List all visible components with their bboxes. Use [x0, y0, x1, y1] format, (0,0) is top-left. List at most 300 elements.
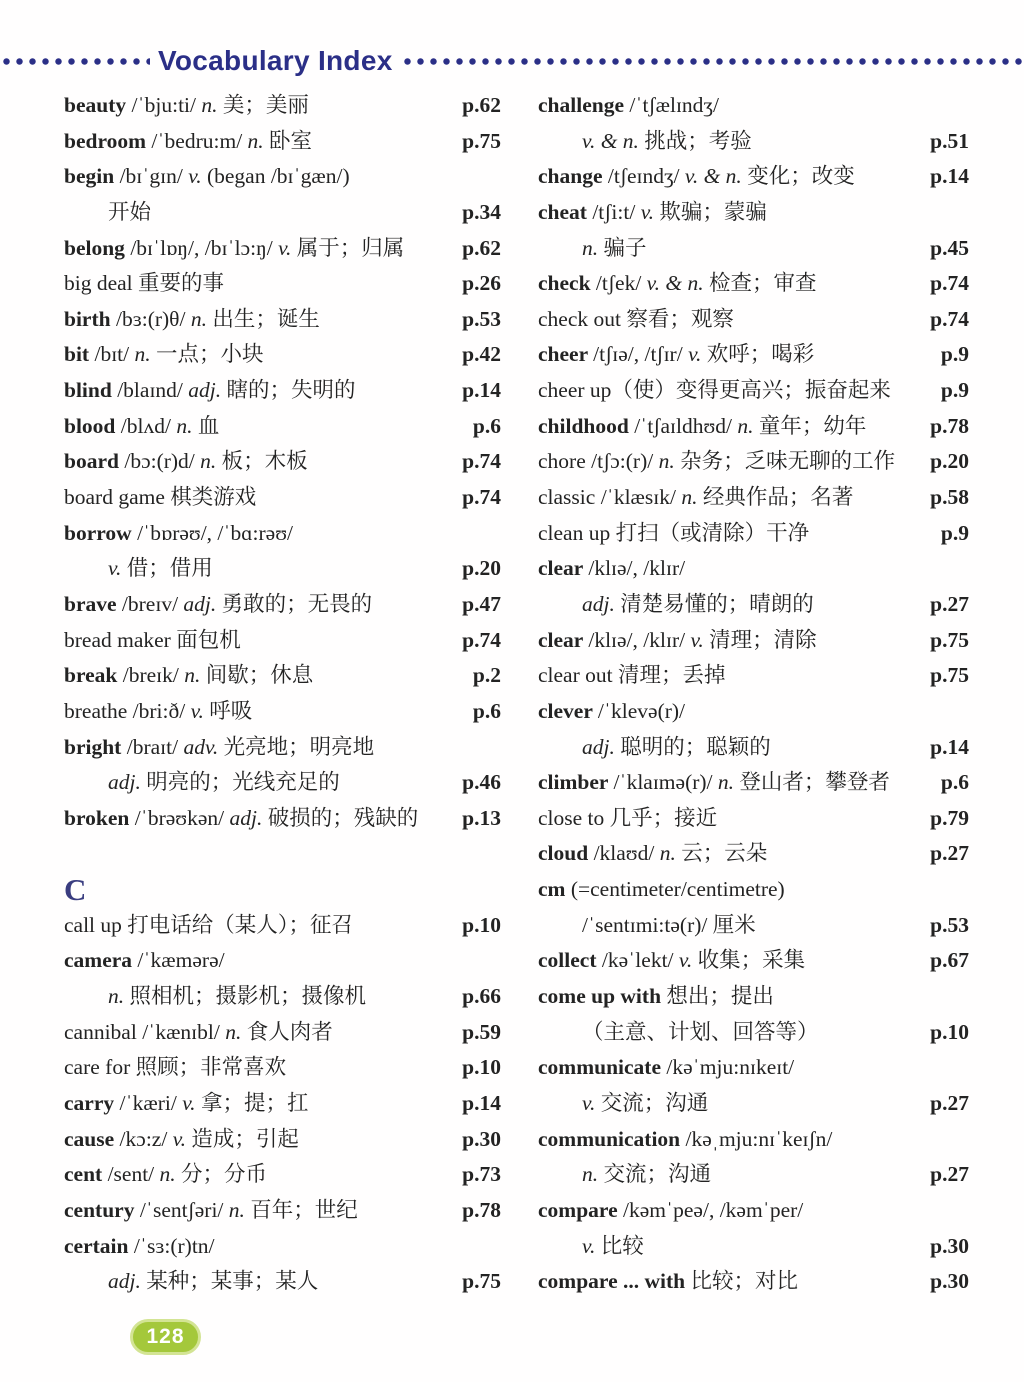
page-ref: p.9 — [940, 342, 969, 367]
part-of-speech: v. — [278, 235, 297, 260]
headword: chore — [538, 449, 592, 474]
entry-text — [64, 516, 293, 552]
vocab-entry-line — [538, 159, 969, 195]
vocab-entry-line — [64, 1015, 501, 1051]
vocab-entry-line — [538, 1193, 969, 1229]
headword: board game — [64, 485, 171, 510]
definition: 挑战；考验 — [644, 128, 752, 153]
definition: 清理；丢掉 — [618, 663, 726, 688]
page-ref: p.9 — [940, 520, 969, 545]
part-of-speech: adj. — [108, 1269, 147, 1294]
entry-text — [538, 1193, 803, 1229]
part-of-speech: v. — [690, 627, 710, 652]
page-ref: p.74 — [462, 627, 501, 652]
vocab-entry-line — [538, 1122, 969, 1158]
page-ref: p.6 — [940, 770, 969, 795]
part-of-speech: n. — [108, 984, 130, 1009]
phonetic: /kɔ:z/ — [119, 1126, 173, 1151]
headword: blood — [64, 413, 121, 438]
page-ref: p.27 — [930, 591, 969, 616]
vocab-entry-line — [538, 623, 969, 659]
entry-text — [538, 302, 734, 338]
phonetic: /ˈbrəʊkən/ — [134, 805, 230, 830]
definition: 瞎的；失明的 — [226, 378, 356, 403]
definition: 欺骗；蒙骗 — [659, 199, 767, 224]
vocab-entry-line — [64, 373, 501, 409]
vocab-entry-line — [538, 195, 969, 231]
phonetic: /kəˈlekt/ — [601, 948, 679, 973]
phonetic: /ˈsentʃəri/ — [139, 1197, 229, 1222]
entry-text — [64, 658, 313, 694]
phonetic: /ˈbɒrəʊ/, /ˈbɑ:rəʊ/ — [137, 520, 293, 545]
definition: 卧室 — [269, 128, 313, 153]
page-ref: p.20 — [930, 449, 969, 474]
part-of-speech: adj. — [188, 378, 227, 403]
page-ref: p.78 — [462, 1197, 501, 1222]
vocab-entry-line — [64, 1157, 501, 1193]
entry-text — [64, 1050, 286, 1086]
text: (=centimeter/centimetre) — [570, 877, 785, 902]
vocab-entry-line — [538, 231, 969, 267]
page-ref: p.46 — [462, 770, 501, 795]
entry-text — [64, 1193, 358, 1229]
vocab-entry-line — [538, 302, 969, 338]
vocab-entry-line — [64, 551, 501, 587]
headword: birth — [64, 306, 116, 331]
part-of-speech: n. — [658, 449, 681, 474]
headword: bread maker — [64, 627, 177, 652]
part-of-speech: n. — [184, 663, 206, 688]
phonetic: /breɪk/ — [122, 663, 185, 688]
headword: compare ... with — [538, 1269, 691, 1294]
page-ref: p.42 — [462, 342, 501, 367]
definition: 童年；幼年 — [758, 413, 867, 438]
definition: 想出；提出 — [666, 984, 774, 1009]
part-of-speech: adj. — [582, 734, 621, 759]
phonetic: /bri:ð/ — [132, 698, 191, 723]
definition: 棋类游戏 — [170, 485, 257, 510]
headword: bright — [64, 734, 127, 759]
part-of-speech: n. — [659, 841, 682, 866]
part-of-speech: n. — [200, 449, 222, 474]
entry-text — [64, 337, 264, 373]
page-ref: p.10 — [930, 1019, 969, 1044]
page-ref: p.62 — [462, 93, 501, 117]
entry-text — [108, 765, 340, 801]
page-ref: p.30 — [930, 1233, 969, 1258]
phonetic: /kəˌmju:nɪˈkeɪʃn/ — [685, 1126, 833, 1151]
part-of-speech: v. — [582, 1090, 601, 1115]
headword: childhood — [538, 413, 635, 438]
phonetic: /kəˈmju:nɪkeɪt/ — [666, 1055, 795, 1080]
part-of-speech: adj. — [582, 591, 621, 616]
vocab-entry-line — [64, 1193, 501, 1229]
definition: 某种；某事；某人 — [146, 1269, 319, 1294]
phonetic: /bɪˈgæn/ — [270, 164, 343, 189]
part-of-speech: n. — [228, 1197, 251, 1222]
vocab-entry-line — [538, 1050, 969, 1086]
entry-text — [538, 1050, 794, 1086]
page-ref: p.74 — [462, 449, 501, 474]
vocab-entry-line — [64, 658, 501, 694]
part-of-speech: v. — [108, 556, 127, 581]
phonetic: /bɪt/ — [94, 342, 135, 367]
headword: big deal — [64, 271, 139, 296]
headword: cause — [64, 1126, 120, 1151]
vocab-entry-line — [538, 694, 969, 730]
definition: 面包机 — [176, 627, 241, 652]
entry-text — [108, 979, 366, 1015]
headword: borrow — [64, 520, 138, 545]
phonetic: /bɜ:(r)θ/ — [115, 306, 191, 331]
page-ref: p.14 — [930, 734, 969, 759]
headword: bit — [64, 342, 95, 367]
page-ref: p.27 — [930, 1162, 969, 1187]
page-ref: p.74 — [462, 485, 501, 510]
phonetic: /ˈbju:ti/ — [131, 93, 202, 117]
headword: blind — [64, 378, 118, 403]
entry-text — [64, 409, 219, 445]
vocab-column-left — [64, 88, 501, 1300]
part-of-speech: n. — [201, 93, 223, 117]
phonetic: /klɪə/, /klɪr/ — [588, 627, 691, 652]
headword: cannibal — [64, 1019, 143, 1044]
definition: 云；云朵 — [681, 841, 768, 866]
entry-text — [64, 231, 404, 267]
vocab-entry-line — [64, 480, 501, 516]
entry-text — [64, 124, 312, 160]
page-ref: p.78 — [930, 413, 969, 438]
vocab-entry-line — [64, 1122, 501, 1158]
entry-text — [64, 694, 252, 730]
page-ref: p.74 — [930, 271, 969, 296]
vocab-entry-line — [64, 337, 501, 373]
vocab-entry-line — [64, 908, 501, 944]
phonetic: /klɪə/, /klɪr/ — [588, 556, 686, 581]
phonetic: /ˈtʃælɪndʒ/ — [629, 93, 719, 117]
headword: brave — [64, 591, 122, 616]
part-of-speech: n. — [681, 485, 703, 510]
vocab-entry-line — [538, 765, 969, 801]
page-number-badge — [130, 1319, 201, 1355]
entry-text — [538, 1264, 798, 1300]
phonetic: /klaʊd/ — [593, 841, 660, 866]
part-of-speech: n. — [176, 413, 198, 438]
definition: 破损的；残缺的 — [267, 805, 419, 830]
phonetic: /ˈklæsɪk/ — [600, 485, 682, 510]
headword: cheer — [538, 342, 594, 367]
headword: care for — [64, 1055, 136, 1080]
page-ref: p.53 — [930, 912, 969, 937]
vocab-entry-line — [64, 1264, 501, 1300]
part-of-speech: v. — [188, 164, 207, 189]
definition: 厘米 — [712, 912, 756, 937]
vocab-entry-line — [538, 943, 969, 979]
headword: carry — [64, 1090, 120, 1115]
definition: （使）变得更高兴；振奋起来 — [611, 378, 891, 403]
headword: collect — [538, 948, 602, 973]
vocab-entry-line — [64, 801, 501, 837]
page-ref: p.75 — [462, 128, 501, 153]
phonetic: /blaɪnd/ — [117, 378, 189, 403]
definition: 检查；审查 — [708, 271, 817, 296]
vocab-entry-line — [538, 730, 969, 766]
entry-text — [582, 908, 756, 944]
entry-text — [582, 231, 647, 267]
vocab-entry-line — [64, 1050, 501, 1086]
part-of-speech: n. — [582, 1162, 604, 1187]
headword: close to — [538, 805, 610, 830]
page-ref: p.53 — [462, 306, 501, 331]
entry-text — [64, 730, 374, 766]
definition: 比较 — [600, 1233, 644, 1258]
phonetic: /breɪv/ — [121, 591, 184, 616]
entry-text — [64, 1157, 267, 1193]
vocab-entry-line — [64, 694, 501, 730]
headword: change — [538, 164, 608, 189]
vocab-entry-line — [64, 730, 501, 766]
part-of-speech: v. — [688, 342, 707, 367]
entry-text — [582, 1229, 644, 1265]
vocab-entry-line — [64, 765, 501, 801]
definition: 拿；提；扛 — [200, 1090, 309, 1115]
vocab-entry-line — [538, 1264, 969, 1300]
vocab-entry-line — [64, 231, 501, 267]
definition: 清理；清除 — [709, 627, 817, 652]
entry-text — [64, 623, 241, 659]
vocab-entry-line — [64, 159, 501, 195]
vocab-entry-line — [64, 302, 501, 338]
page-ref: p.10 — [462, 912, 501, 937]
entry-text — [582, 1086, 708, 1122]
definition: 明亮的；光线充足的 — [146, 770, 340, 795]
entry-text — [64, 908, 353, 944]
page-ref: p.30 — [930, 1269, 969, 1294]
part-of-speech: adj. — [229, 805, 268, 830]
vocab-entry-line — [64, 409, 501, 445]
entry-text — [538, 1122, 832, 1158]
page-ref: p.13 — [462, 805, 501, 830]
entry-text — [538, 516, 809, 552]
vocab-entry-line — [538, 88, 969, 124]
headword: cm — [538, 877, 571, 902]
page-ref: p.74 — [930, 306, 969, 331]
vocab-entry-line — [538, 444, 969, 480]
entry-text — [582, 587, 814, 623]
phonetic: /bɔ:(r)d/ — [124, 449, 201, 474]
phonetic: /bɪˈgɪn/ — [119, 164, 189, 189]
entry-text — [538, 337, 814, 373]
vocab-entry-line — [538, 1229, 969, 1265]
definition: （主意、计划、回答等） — [582, 1019, 819, 1044]
headword: clear — [538, 627, 589, 652]
page-ref: p.9 — [940, 378, 969, 403]
phonetic: /tʃi:t/ — [592, 199, 641, 224]
definition: 交流；沟通 — [600, 1090, 709, 1115]
vocab-entry-line — [64, 1229, 501, 1265]
part-of-speech: n. — [190, 306, 213, 331]
definition: 借；借用 — [126, 556, 213, 581]
entry-text — [582, 1015, 819, 1051]
vocab-entry-line — [64, 444, 501, 480]
phonetic: /ˈklaɪmə(r)/ — [613, 770, 718, 795]
definition: 照顾；非常喜欢 — [135, 1055, 287, 1080]
part-of-speech: adv. — [183, 734, 224, 759]
entry-text — [64, 801, 418, 837]
entry-text — [538, 409, 866, 445]
text: (began — [206, 164, 271, 189]
entry-text — [538, 88, 719, 124]
page-ref: p.47 — [462, 591, 501, 616]
headword: belong — [64, 235, 131, 260]
vocab-entry-line — [538, 124, 969, 160]
entry-text — [538, 872, 785, 908]
entry-text — [64, 1229, 215, 1265]
page-ref: p.79 — [930, 805, 969, 830]
part-of-speech: adj. — [183, 591, 222, 616]
definition: 勇敢的；无畏的 — [221, 591, 373, 616]
entry-text — [538, 551, 685, 587]
vocab-entry-line — [538, 979, 969, 1015]
entry-text — [64, 373, 356, 409]
vocab-entry-line — [538, 801, 969, 837]
headword: cloud — [538, 841, 594, 866]
phonetic: /ˈkæri/ — [119, 1090, 183, 1115]
part-of-speech: n. — [717, 770, 740, 795]
entry-text — [64, 480, 256, 516]
headword: climber — [538, 770, 614, 795]
entry-text — [538, 480, 853, 516]
vocab-entry-line — [64, 124, 501, 160]
page-title: Vocabulary Index — [158, 45, 393, 76]
page-ref: p.30 — [462, 1126, 501, 1151]
definition: 变化；改变 — [747, 164, 855, 189]
page-ref: p.59 — [462, 1019, 501, 1044]
vocab-entry-line — [538, 1086, 969, 1122]
definition: 经典作品；名著 — [702, 485, 854, 510]
definition: 属于；归属 — [296, 235, 405, 260]
definition: 比较；对比 — [690, 1269, 798, 1294]
definition: 杂务；乏味无聊的工作 — [680, 449, 896, 474]
part-of-speech: n. — [737, 413, 759, 438]
phonetic: /kəmˈpeə/, /kəmˈper/ — [622, 1197, 804, 1222]
entry-text — [538, 444, 895, 480]
part-of-speech: n. — [159, 1162, 182, 1187]
entry-text — [108, 1264, 318, 1300]
entry-text — [64, 943, 225, 979]
phonetic: /tʃɔ:(r)/ — [591, 449, 659, 474]
definition: 交流；沟通 — [603, 1162, 712, 1187]
vocab-entry-line — [538, 480, 969, 516]
vocab-entry-line — [538, 587, 969, 623]
definition: 分；分币 — [181, 1162, 268, 1187]
definition: 骗子 — [603, 235, 647, 260]
headword: certain — [64, 1233, 134, 1258]
phonetic: /ˈkæmərə/ — [137, 948, 225, 973]
entry-text — [64, 1122, 299, 1158]
phonetic: /bɪˈlɒŋ/, /bɪˈlɔ:ŋ/ — [130, 235, 279, 260]
part-of-speech: n. — [582, 235, 604, 260]
vocab-entry-line — [538, 337, 969, 373]
definition: 打电话给（某人）；征召 — [127, 912, 354, 937]
entry-text — [538, 801, 717, 837]
spacer — [64, 836, 501, 872]
vocab-entry-line — [538, 409, 969, 445]
page-ref: p.34 — [462, 199, 501, 224]
definition: 造成；引起 — [191, 1126, 299, 1151]
definition: 收集；采集 — [697, 948, 806, 973]
definition: 清楚易懂的；晴朗的 — [620, 591, 814, 616]
headword: beauty — [64, 93, 132, 117]
vocab-entry-line — [538, 1157, 969, 1193]
headword: come up with — [538, 984, 667, 1009]
headword: call up — [64, 912, 128, 937]
page-header — [0, 45, 1024, 77]
definition: 板；木板 — [221, 449, 308, 474]
definition: 重要的事 — [138, 271, 225, 296]
headword: communicate — [538, 1055, 667, 1080]
entry-text — [108, 195, 151, 231]
entry-text — [64, 302, 320, 338]
part-of-speech: v. — [190, 698, 210, 723]
vocab-entry-line — [64, 979, 501, 1015]
entry-text — [582, 730, 771, 766]
entry-text — [538, 694, 685, 730]
vocab-entry-line — [538, 266, 969, 302]
page-ref: p.75 — [930, 663, 969, 688]
entry-text — [538, 195, 767, 231]
definition: 出生；诞生 — [212, 306, 320, 331]
phonetic: /ˈklevə(r)/ — [597, 698, 686, 723]
phonetic: /tʃek/ — [595, 271, 647, 296]
headword: cent — [64, 1162, 108, 1187]
entry-text — [538, 979, 774, 1015]
entry-text — [538, 943, 805, 979]
part-of-speech: n. — [247, 128, 270, 153]
vocab-entry-line — [64, 195, 501, 231]
vocab-entry-line — [64, 88, 501, 124]
page-ref: p.27 — [930, 1090, 969, 1115]
dotted-divider-left — [0, 58, 150, 65]
entry-text — [64, 1086, 308, 1122]
page-ref: p.62 — [462, 235, 501, 260]
headword: challenge — [538, 93, 630, 117]
page-ref: p.51 — [930, 128, 969, 153]
vocab-column-right — [538, 88, 969, 1300]
entry-text — [64, 1015, 333, 1051]
headword: begin — [64, 164, 120, 189]
part-of-speech: v. — [640, 199, 660, 224]
page-ref: p.58 — [930, 485, 969, 510]
page-ref: p.14 — [462, 378, 501, 403]
page-ref: p.14 — [462, 1090, 501, 1115]
definition: 照相机；摄影机；摄像机 — [129, 984, 367, 1009]
page-ref: p.20 — [462, 556, 501, 581]
vocab-entry-line — [64, 623, 501, 659]
page-ref: p.6 — [472, 698, 501, 723]
entry-text — [538, 765, 890, 801]
definition: 美；美丽 — [222, 93, 309, 117]
entry-text — [582, 1157, 711, 1193]
definition: 欢呼；喝彩 — [706, 342, 815, 367]
definition: 百年；世纪 — [250, 1197, 358, 1222]
definition: 登山者；攀登者 — [739, 770, 890, 795]
entry-text — [64, 88, 309, 124]
headword: cheer up — [538, 378, 612, 403]
headword: board — [64, 449, 125, 474]
headword: clean up — [538, 520, 616, 545]
phonetic: /braɪt/ — [126, 734, 184, 759]
